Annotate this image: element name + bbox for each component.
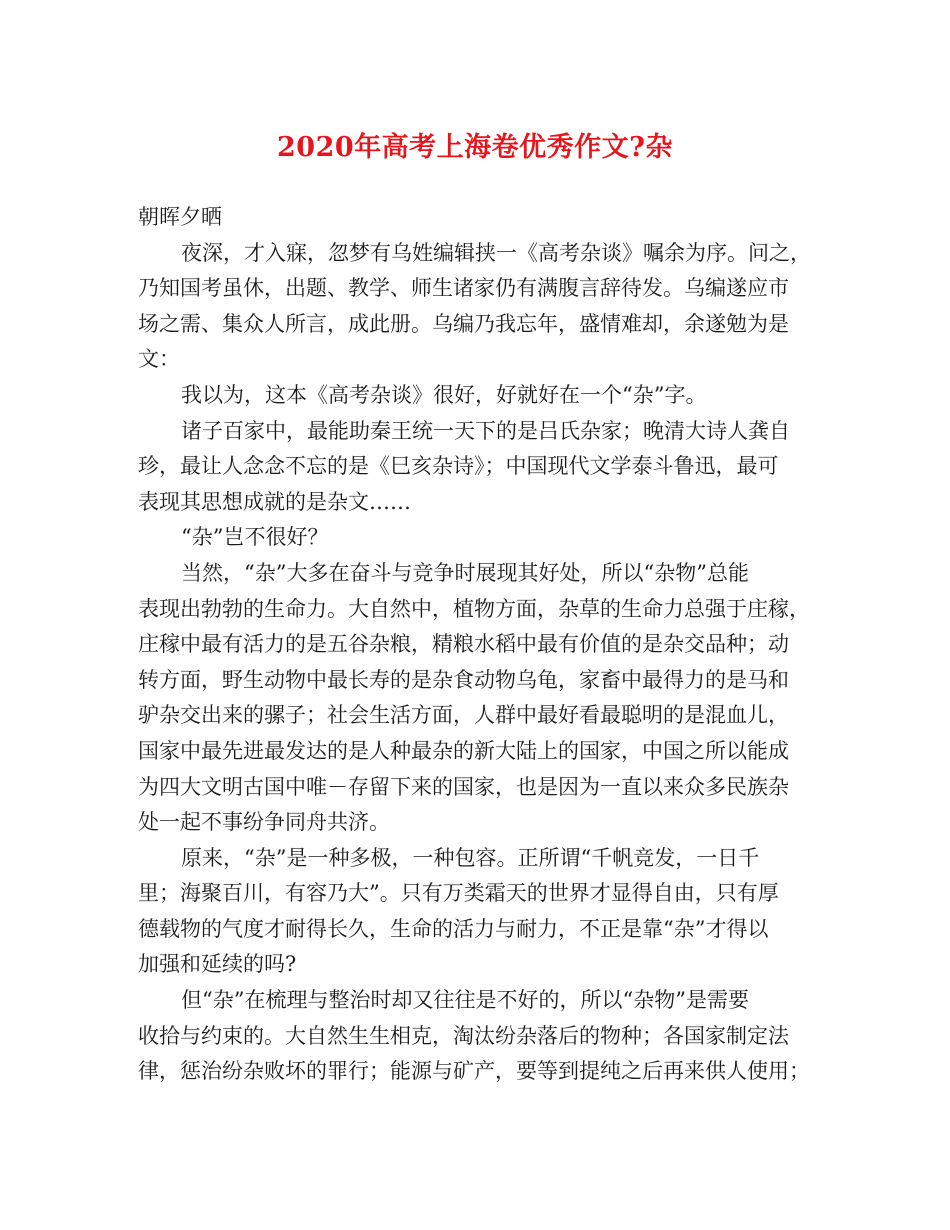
paragraph-line: 文： (138, 347, 180, 372)
paragraph-line: “杂”岂不很好？ (181, 525, 329, 550)
paragraph-line: 处一起不事纷争同舟共济。 (138, 810, 390, 835)
paragraph-5 (138, 556, 820, 841)
paragraph-3 (138, 414, 820, 521)
paragraph-line: 加强和延续的吗? (138, 952, 297, 977)
paragraph-line: 律，惩治纷杂败坏的罪行；能源与矿产，要等到提纯之后再来供人使用； (138, 1059, 810, 1084)
paragraph-line: 里；海聚百川，有容乃大”。只有万类霜天的世界才显得自由，只有厚 (138, 881, 779, 906)
paragraph-line: 表现其思想成就的是杂文…… (138, 489, 411, 514)
paragraph-line: 夜深，才入寐，忽梦有乌姓编辑挟一《高考杂谈》嘱余为序。问之， (181, 240, 811, 265)
paragraph-line: 珍，最让人念念不忘的是《巳亥杂诗》；中国现代文学泰斗鲁迅，最可 (138, 454, 779, 479)
paragraph-line: 德载物的气度才耐得长久，生命的活力与耐力，不正是靠“杂”才得以 (138, 916, 769, 941)
paragraph-line: 原来，“杂”是一种多极，一种包容。正所谓“千帆竞发，一日千 (181, 845, 760, 870)
document-body (138, 200, 820, 1090)
paragraph-line: 场之需、集众人所言，成此册。乌编乃我忘年，盛情难却，余遂勉为是 (138, 311, 789, 336)
paragraph-line: 当然，“杂”大多在奋斗与竞争时展现其好处，所以“杂物”总能 (181, 560, 749, 585)
paragraph-line: 我以为，这本《高考杂谈》很好，好就好在一个“杂”字。 (181, 382, 707, 407)
paragraph-4 (138, 520, 820, 556)
paragraph-line: 为四大文明古国中唯－存留下来的国家，也是因为一直以来众多民族杂 (138, 774, 789, 799)
paragraph-line: 表现出勃勃的生命力。大自然中，植物方面，杂草的生命力总强于庄稼， (138, 596, 810, 621)
paragraph-line: 转方面，野生动物中最长寿的是杂食动物乌龟，家畜中最得力的是马和 (138, 667, 789, 692)
paragraph-2 (138, 378, 820, 414)
paragraph-line: 庄稼中最有活力的是五谷杂粮，精粮水稻中最有价值的是杂交品种；动 (138, 632, 789, 657)
author-line: 朝晖夕晒 (138, 205, 222, 229)
paragraph-line: 收拾与约束的。大自然生生相克，淘汰纷杂落后的物种；各国家制定法 (138, 1023, 789, 1048)
paragraph-6 (138, 841, 820, 983)
paragraph-1 (138, 236, 820, 378)
paragraph-line: 诸子百家中，最能助秦王统一天下的是吕氏杂家；晚清大诗人龚自 (181, 418, 790, 443)
paragraph-line: 驴杂交出来的骡子；社会生活方面，人群中最好看最聪明的是混血儿， (138, 703, 789, 728)
paragraph-line: 但“杂”在梳理与整治时却又往往是不好的，所以“杂物”是需要 (181, 988, 749, 1013)
document-title: 2020年高考上海卷优秀作文?杂 (277, 132, 673, 163)
paragraph-line: 乃知国考虽休，出题、教学、师生诸家仍有满腹言辞待发。乌编遂应市 (138, 276, 789, 301)
paragraph-line: 国家中最先进最发达的是人种最杂的新大陆上的国家，中国之所以能成 (138, 738, 789, 763)
paragraph-7 (138, 983, 820, 1090)
